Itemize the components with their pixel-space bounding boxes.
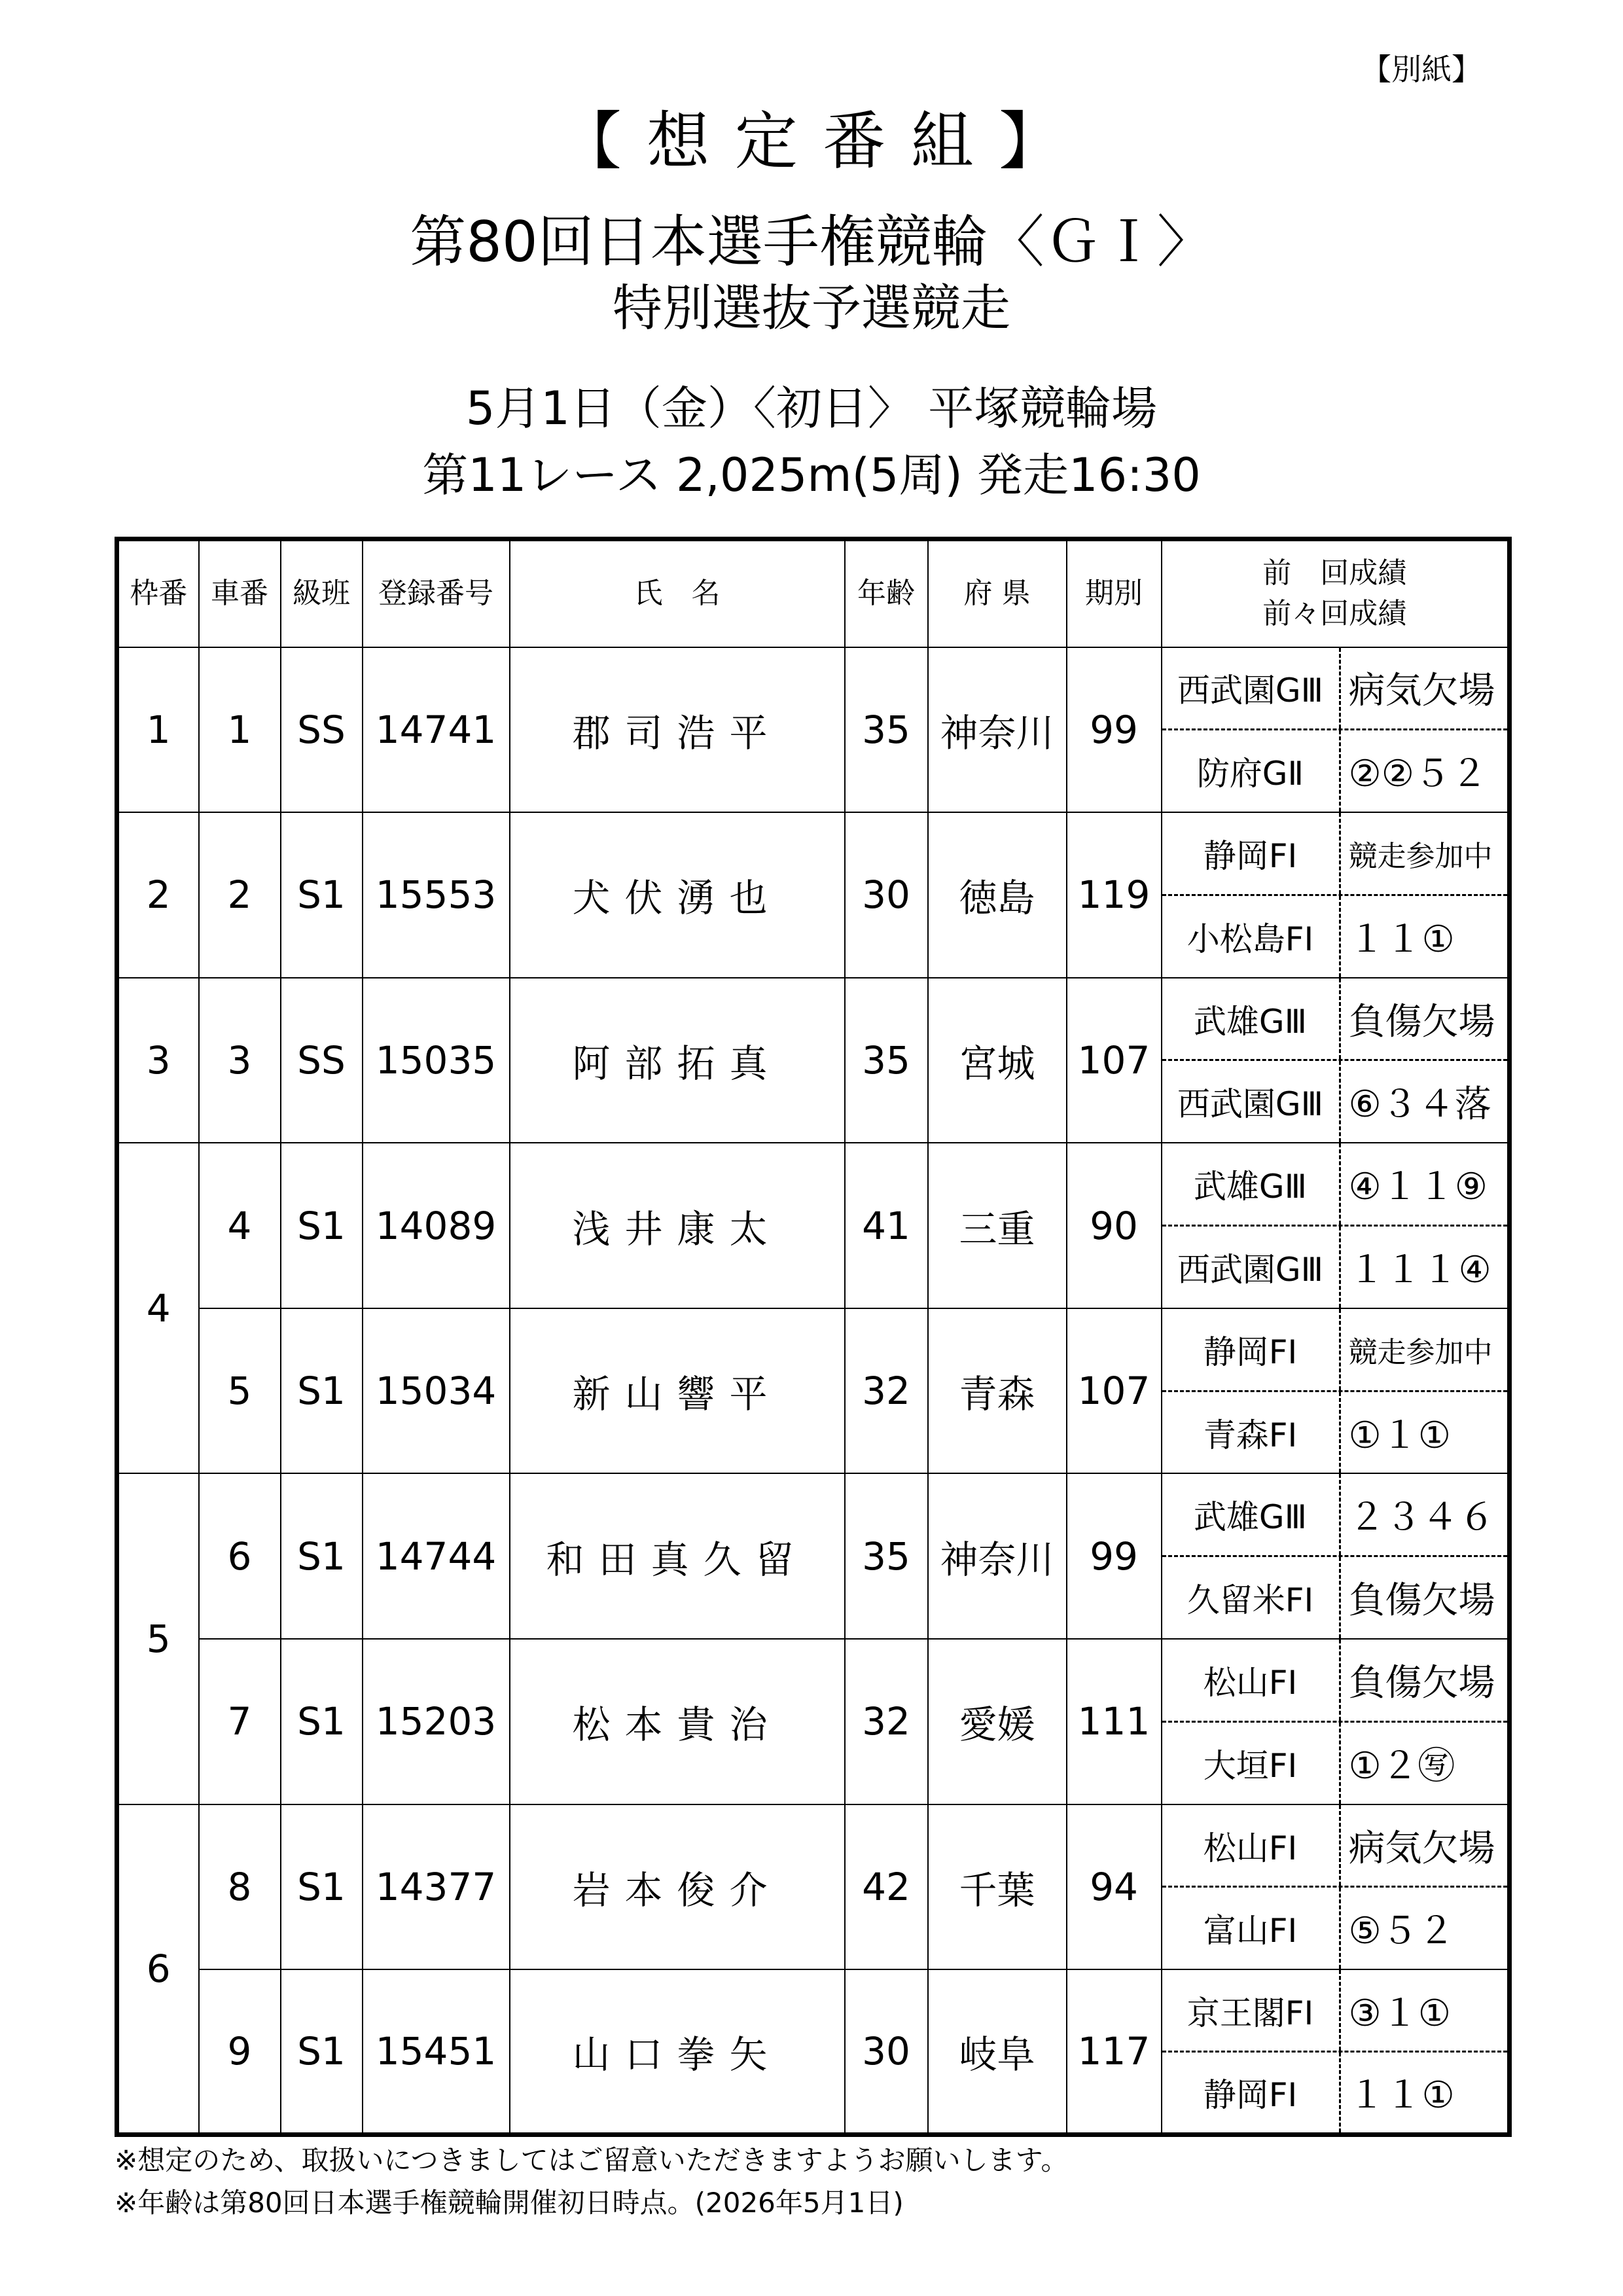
note-2: ※年齢は第80回日本選手権競輪開催初日時点。(2026年5月1日) bbox=[115, 2187, 904, 2219]
table-row bbox=[117, 978, 1510, 1143]
prev-venue: 武雄GⅢ bbox=[1162, 1474, 1341, 1555]
cell-reg: 14744 bbox=[363, 1473, 510, 1639]
header-class: 級班 bbox=[281, 539, 363, 647]
cell-class: S1 bbox=[281, 1639, 363, 1804]
cell-car: 5 bbox=[199, 1308, 281, 1474]
header-term: 期別 bbox=[1067, 539, 1162, 647]
prev2-record-line bbox=[1162, 1886, 1508, 1969]
prev-venue: 京王閣FⅠ bbox=[1162, 1970, 1341, 2051]
cell-records bbox=[1162, 1143, 1510, 1308]
cell-pref: 岐阜 bbox=[928, 1969, 1067, 2135]
prev-result: 競走参加中 bbox=[1348, 1335, 1493, 1369]
prev2-record-line bbox=[1162, 1059, 1508, 1142]
prev2-result: ⑥３４落 bbox=[1348, 1083, 1491, 1126]
header-car: 車番 bbox=[199, 539, 281, 647]
cell-records bbox=[1162, 1804, 1510, 1970]
cell-reg: 15034 bbox=[363, 1308, 510, 1474]
cell-records bbox=[1162, 1473, 1510, 1639]
prev2-record-line bbox=[1162, 728, 1508, 812]
cell-pref: 千葉 bbox=[928, 1804, 1067, 1970]
cell-age: 41 bbox=[845, 1143, 928, 1308]
cell-car: 9 bbox=[199, 1969, 281, 2135]
cell-term: 90 bbox=[1067, 1143, 1162, 1308]
table-row bbox=[117, 812, 1510, 978]
cell-class: S1 bbox=[281, 1969, 363, 2135]
cell-class: S1 bbox=[281, 1308, 363, 1474]
prev-record-line bbox=[1162, 1970, 1508, 2051]
cell-reg: 14377 bbox=[363, 1804, 510, 1970]
cell-records bbox=[1162, 1308, 1510, 1474]
cell-records bbox=[1162, 1639, 1510, 1804]
cell-name: 和田真久留 bbox=[510, 1473, 845, 1639]
race-info: 第11レース 2,025m(5周) 発走16:30 bbox=[422, 448, 1201, 502]
cell-age: 30 bbox=[845, 812, 928, 978]
prev-result: 負傷欠場 bbox=[1348, 1000, 1495, 1043]
prev2-result: ①２㊢ bbox=[1348, 1744, 1455, 1787]
cell-name: 郡司浩平 bbox=[510, 647, 845, 813]
table-row bbox=[117, 1308, 1510, 1474]
header-records bbox=[1162, 539, 1510, 647]
header-pref: 府 県 bbox=[928, 539, 1067, 647]
cell-name: 山口拳矢 bbox=[510, 1969, 845, 2135]
cell-reg: 15203 bbox=[363, 1639, 510, 1804]
cell-age: 35 bbox=[845, 647, 928, 813]
header-waku: 枠番 bbox=[117, 539, 199, 647]
prev2-venue: 富山FⅠ bbox=[1162, 1888, 1341, 1969]
prev-record-line bbox=[1162, 648, 1508, 729]
appendix-label: 【別紙】 bbox=[1361, 52, 1482, 87]
cell-pref: 愛媛 bbox=[928, 1639, 1067, 1804]
cell-waku: 6 bbox=[117, 1804, 199, 2135]
cell-reg: 15553 bbox=[363, 812, 510, 978]
records-box bbox=[1162, 1474, 1508, 1638]
lineup-table bbox=[115, 537, 1512, 2137]
cell-term: 107 bbox=[1067, 978, 1162, 1143]
cell-records bbox=[1162, 647, 1510, 813]
cell-term: 111 bbox=[1067, 1639, 1162, 1804]
prev-record-line bbox=[1162, 1474, 1508, 1555]
cell-reg: 15035 bbox=[363, 978, 510, 1143]
cell-waku: 1 bbox=[117, 647, 199, 813]
cell-age: 30 bbox=[845, 1969, 928, 2135]
header-record2: 前々回成績 bbox=[1262, 597, 1407, 631]
prev-venue: 松山FⅠ bbox=[1162, 1805, 1341, 1886]
prev2-result: ②②５２ bbox=[1348, 753, 1488, 796]
prev2-venue: 小松島FⅠ bbox=[1162, 896, 1341, 977]
records-box bbox=[1162, 1970, 1508, 2132]
cell-age: 42 bbox=[845, 1804, 928, 1970]
cell-car: 3 bbox=[199, 978, 281, 1143]
prev2-record-line bbox=[1162, 1555, 1508, 1638]
prev2-venue: 西武園GⅢ bbox=[1162, 1227, 1341, 1308]
cell-term: 107 bbox=[1067, 1308, 1162, 1474]
cell-pref: 神奈川 bbox=[928, 647, 1067, 813]
prev-result: ④１１⑨ bbox=[1348, 1166, 1488, 1209]
cell-pref: 青森 bbox=[928, 1308, 1067, 1474]
cell-name: 阿部拓真 bbox=[510, 978, 845, 1143]
cell-waku: 5 bbox=[117, 1473, 199, 1804]
cell-age: 32 bbox=[845, 1639, 928, 1804]
records-box bbox=[1162, 1805, 1508, 1969]
prev2-record-line bbox=[1162, 2051, 1508, 2133]
prev-result: ２３４６ bbox=[1348, 1496, 1495, 1539]
prev-result: 病気欠場 bbox=[1348, 670, 1495, 713]
prev-venue: 西武園GⅢ bbox=[1162, 648, 1341, 729]
prev-result: 負傷欠場 bbox=[1348, 1661, 1495, 1704]
prev-record-line bbox=[1162, 1143, 1508, 1225]
prev2-record-line bbox=[1162, 1721, 1508, 1804]
prev2-result: ⑤５２ bbox=[1348, 1910, 1455, 1953]
table-row bbox=[117, 1143, 1510, 1308]
prev2-venue: 静岡FⅠ bbox=[1162, 2053, 1341, 2133]
table-body bbox=[117, 647, 1510, 2135]
prev2-result: １１① bbox=[1348, 2074, 1455, 2117]
cell-age: 35 bbox=[845, 1473, 928, 1639]
table-row bbox=[117, 647, 1510, 813]
prev-record-line bbox=[1162, 1640, 1508, 1721]
table-row bbox=[117, 1639, 1510, 1804]
prev-venue: 静岡FⅠ bbox=[1162, 1309, 1341, 1390]
table-row bbox=[117, 1473, 1510, 1639]
header-record1: 前 回成績 bbox=[1262, 556, 1407, 590]
cell-term: 99 bbox=[1067, 1473, 1162, 1639]
note-1: ※想定のため、取扱いにつきましてはご留意いただきますようお願いします。 bbox=[115, 2144, 1069, 2176]
cell-waku: 2 bbox=[117, 812, 199, 978]
prev2-record-line bbox=[1162, 1225, 1508, 1308]
cell-car: 8 bbox=[199, 1804, 281, 1970]
cell-records bbox=[1162, 978, 1510, 1143]
prev2-result: 負傷欠場 bbox=[1348, 1579, 1495, 1623]
prev-record-line bbox=[1162, 813, 1508, 894]
cell-records bbox=[1162, 812, 1510, 978]
cell-car: 4 bbox=[199, 1143, 281, 1308]
table-row bbox=[117, 1804, 1510, 1970]
prev2-record-line bbox=[1162, 1390, 1508, 1473]
prev-venue: 武雄GⅢ bbox=[1162, 1143, 1341, 1225]
cell-car: 1 bbox=[199, 647, 281, 813]
header-reg: 登録番号 bbox=[363, 539, 510, 647]
prev-result: ③１① bbox=[1348, 1992, 1451, 2035]
cell-class: SS bbox=[281, 647, 363, 813]
cell-reg: 14741 bbox=[363, 647, 510, 813]
prev2-result: １１１④ bbox=[1348, 1248, 1491, 1291]
prev-result: 病気欠場 bbox=[1348, 1827, 1495, 1870]
cell-car: 6 bbox=[199, 1473, 281, 1639]
cell-pref: 徳島 bbox=[928, 812, 1067, 978]
cell-age: 35 bbox=[845, 978, 928, 1143]
cell-term: 99 bbox=[1067, 647, 1162, 813]
prev2-result: １１① bbox=[1348, 918, 1455, 961]
prev-result: 競走参加中 bbox=[1348, 839, 1493, 873]
cell-class: S1 bbox=[281, 1804, 363, 1970]
prev-record-line bbox=[1162, 1309, 1508, 1390]
cell-age: 32 bbox=[845, 1308, 928, 1474]
prev-record-line bbox=[1162, 978, 1508, 1060]
header-row bbox=[117, 539, 1510, 647]
prev-venue: 松山FⅠ bbox=[1162, 1640, 1341, 1721]
cell-class: S1 bbox=[281, 1143, 363, 1308]
page-title: 【 想 定 番 組 】 bbox=[558, 105, 1065, 178]
prev2-result: ①１① bbox=[1348, 1414, 1451, 1457]
prev2-venue: 大垣FⅠ bbox=[1162, 1723, 1341, 1804]
cell-pref: 神奈川 bbox=[928, 1473, 1067, 1639]
records-box bbox=[1162, 1143, 1508, 1308]
cell-term: 119 bbox=[1067, 812, 1162, 978]
date-venue: 5月1日（金）〈初日〉 平塚競輪場 bbox=[465, 382, 1158, 435]
cell-reg: 14089 bbox=[363, 1143, 510, 1308]
cell-name: 浅井康太 bbox=[510, 1143, 845, 1308]
prev2-venue: 防府GⅡ bbox=[1162, 730, 1341, 812]
cell-term: 94 bbox=[1067, 1804, 1162, 1970]
records-box bbox=[1162, 1640, 1508, 1804]
cell-class: S1 bbox=[281, 1473, 363, 1639]
cell-class: SS bbox=[281, 978, 363, 1143]
event-name: 第80回日本選手権競輪〈ＧＩ〉 bbox=[410, 209, 1213, 275]
cell-pref: 三重 bbox=[928, 1143, 1067, 1308]
cell-class: S1 bbox=[281, 812, 363, 978]
prev2-venue: 西武園GⅢ bbox=[1162, 1061, 1341, 1142]
cell-car: 7 bbox=[199, 1639, 281, 1804]
race-type: 特別選抜予選競走 bbox=[613, 279, 1010, 337]
prev-record-line bbox=[1162, 1805, 1508, 1886]
cell-pref: 宮城 bbox=[928, 978, 1067, 1143]
cell-reg: 15451 bbox=[363, 1969, 510, 2135]
records-box bbox=[1162, 1309, 1508, 1473]
cell-car: 2 bbox=[199, 812, 281, 978]
records-box bbox=[1162, 813, 1508, 977]
cell-waku: 4 bbox=[117, 1143, 199, 1473]
records-box bbox=[1162, 648, 1508, 812]
cell-name: 新山響平 bbox=[510, 1308, 845, 1474]
prev-venue: 武雄GⅢ bbox=[1162, 978, 1341, 1060]
header-name: 氏 名 bbox=[510, 539, 845, 647]
cell-name: 岩本俊介 bbox=[510, 1804, 845, 1970]
header-age: 年齢 bbox=[845, 539, 928, 647]
prev-venue: 静岡FⅠ bbox=[1162, 813, 1341, 894]
cell-name: 松本貴治 bbox=[510, 1639, 845, 1804]
records-box bbox=[1162, 978, 1508, 1143]
table-row bbox=[117, 1969, 1510, 2135]
prev2-record-line bbox=[1162, 894, 1508, 977]
cell-term: 117 bbox=[1067, 1969, 1162, 2135]
cell-name: 犬伏湧也 bbox=[510, 812, 845, 978]
cell-waku: 3 bbox=[117, 978, 199, 1143]
prev2-venue: 青森FⅠ bbox=[1162, 1392, 1341, 1473]
cell-records bbox=[1162, 1969, 1510, 2135]
prev2-venue: 久留米FⅠ bbox=[1162, 1557, 1341, 1638]
